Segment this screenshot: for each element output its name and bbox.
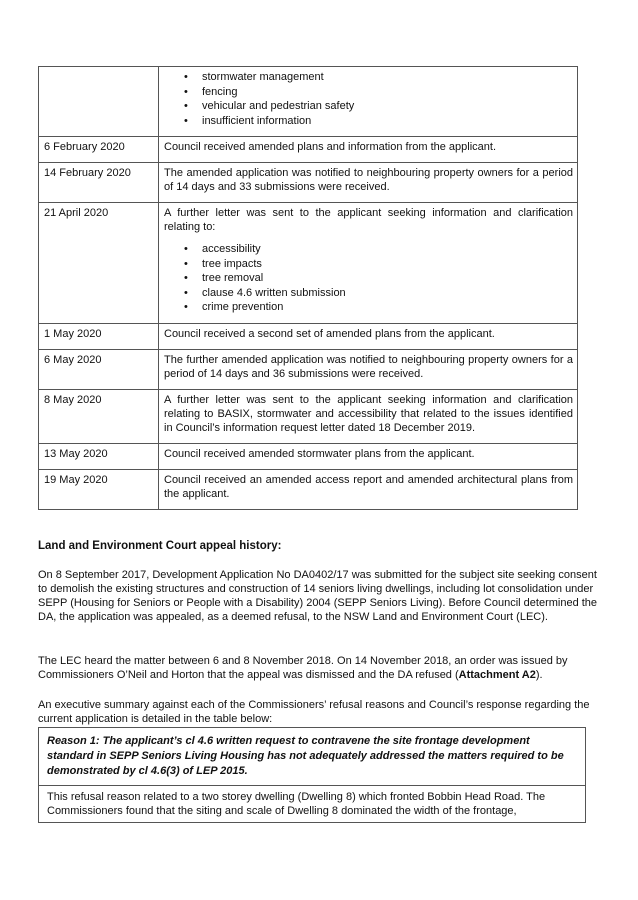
description-cell: Council received amended plans and information from the applicant.	[159, 137, 578, 163]
date-cell: 19 May 2020	[39, 469, 159, 509]
reason-body: This refusal reason related to a two storey dwelling (Dwelling 8) which fronted Bobbin Head Road. The Commissioners found that the siting and scale of Dwelling 8 dominated the width of the frontage,	[47, 791, 546, 817]
table-row	[39, 203, 578, 324]
table-row	[39, 67, 578, 137]
description-cell: A further letter was sent to the applicant seeking information and clarification relating to BASIX, stormwater and accessibility that related to the issues identified in Council’s information request letter dated 18 December 2019.	[159, 389, 578, 443]
reason-table	[38, 727, 586, 823]
list-item: • stormwater management	[202, 70, 573, 85]
date-cell: 13 May 2020	[39, 443, 159, 469]
list-item: • tree removal	[202, 271, 573, 286]
bullet-list	[164, 242, 573, 315]
date-cell: 6 May 2020	[39, 349, 159, 389]
description-cell	[159, 203, 578, 324]
bullet-list	[164, 70, 573, 128]
attachment-reference: Attachment A2	[458, 669, 536, 681]
paragraph-lec-hearing	[38, 654, 598, 682]
table-row	[39, 163, 578, 203]
date-cell: 1 May 2020	[39, 323, 159, 349]
date-cell: 14 February 2020	[39, 163, 159, 203]
table-row	[39, 389, 578, 443]
description-cell: The further amended application was notified to neighbouring property owners for a period of 14 days and 36 submissions were received.	[159, 349, 578, 389]
paragraph-text: The LEC heard the matter between 6 and 8 November 2018. On 14 November 2018, an order was issued by Commissioners O’Neil and Horton that the appeal was dismissed and the DA refused (	[38, 655, 568, 681]
list-item: • fencing	[202, 85, 573, 100]
reason-title: Reason 1: The applicant’s cl 4.6 written request to contravene the site frontage development standard in SEPP Seniors Living Housing has not adequately addressed the matters required to be demonstrated by cl 4.6(3) of LEP 2015.	[39, 728, 585, 786]
paragraph-executive-summary: An executive summary against each of the Commissioners’ refusal reasons and Council’s response regarding the current application is detailed in the table below:	[38, 699, 590, 725]
table-row	[39, 323, 578, 349]
table-row	[39, 137, 578, 163]
section-heading: Land and Environment Court appeal history:	[38, 540, 282, 552]
date-cell: 8 May 2020	[39, 389, 159, 443]
application-history-table	[38, 66, 578, 510]
table-row	[39, 443, 578, 469]
date-cell	[39, 67, 159, 137]
paragraph-text-end: ).	[535, 669, 543, 681]
table-row	[39, 349, 578, 389]
description-cell: The amended application was notified to neighbouring property owners for a period of 14 days and 33 submissions were received.	[159, 163, 578, 203]
list-item: • insufficient information	[202, 114, 573, 129]
date-cell: 6 February 2020	[39, 137, 159, 163]
paragraph-da-history: On 8 September 2017, Development Application No DA0402/17 was submitted for the subject site seeking consent to demolish the existing structures and construction of 14 seniors living dwellings, including lot consolidation under SEPP (Housing for Seniors or People with a Disability) 2004 (SEPP Seniors Living). Before Council determined the DA, the application was appealed, as a deemed refusal, to the NSW Land and Environment Court (LEC).	[38, 569, 598, 623]
description-cell: Council received an amended access report and amended architectural plans from the applicant.	[159, 469, 578, 509]
table-row	[39, 469, 578, 509]
description-text: A further letter was sent to the applicant seeking information and clarification relating to:	[164, 207, 573, 233]
list-item: • tree impacts	[202, 257, 573, 272]
description-cell	[159, 67, 578, 137]
description-cell: Council received amended stormwater plans from the applicant.	[159, 443, 578, 469]
list-item: • accessibility	[202, 242, 573, 257]
date-cell: 21 April 2020	[39, 203, 159, 324]
list-item: • crime prevention	[202, 300, 573, 315]
list-item: • clause 4.6 written submission	[202, 286, 573, 301]
list-item: • vehicular and pedestrian safety	[202, 99, 573, 114]
description-cell: Council received a second set of amended plans from the applicant.	[159, 323, 578, 349]
